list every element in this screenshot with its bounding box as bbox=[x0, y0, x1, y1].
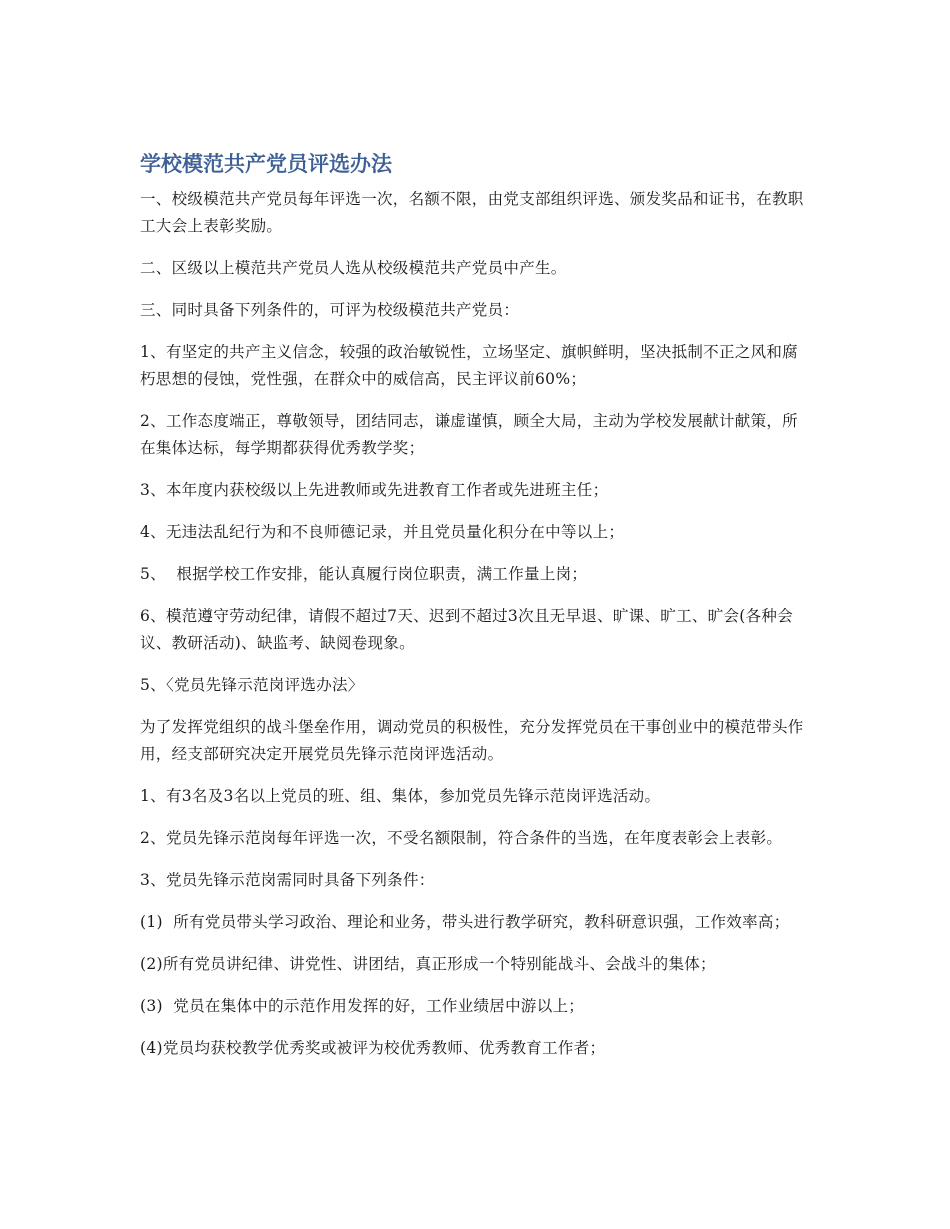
paragraph: 6、模范遵守劳动纪律，请假不超过7天、迟到不超过3次且无早退、旷课、旷工、旷会(各种会议、教研活动)、缺监考、缺阅卷现象。 bbox=[140, 607, 794, 652]
paragraph: 2、党员先锋示范岗每年评选一次，不受名额限制，符合条件的当选，在年度表彰会上表彰。 bbox=[140, 829, 783, 847]
paragraph: 一、校级模范共产党员每年评选一次，名额不限，由党支部组织评选、颁发奖品和证书，在教职工大会上表彰奖励。 bbox=[140, 190, 804, 235]
paragraph: 三、同时具备下列条件的，可评为校级模范共产党员： bbox=[140, 301, 520, 319]
paragraph: (4)党员均获校教学优秀奖或被评为校优秀教师、优秀教育工作者； bbox=[140, 1039, 606, 1057]
paragraph: 4、无违法乱纪行为和不良师德记录，并且党员量化积分在中等以上； bbox=[140, 523, 625, 541]
paragraph: 5、 根据学校工作安排，能认真履行岗位职责，满工作量上岗； bbox=[140, 565, 588, 583]
paragraph: 二、区级以上模范共产党员人选从校级模范共产党员中产生。 bbox=[140, 259, 567, 277]
paragraph: (3) 党员在集体中的示范作用发挥的好，工作业绩居中游以上； bbox=[140, 997, 585, 1015]
document-title: 学校模范共产党员评选办法 bbox=[140, 152, 392, 176]
paragraph: 1、有3名及3名以上党员的班、组、集体，参加党员先锋示范岗评选活动。 bbox=[140, 787, 661, 805]
paragraph: (1) 所有党员带头学习政治、理论和业务，带头进行教学研究，教科研意识强，工作效率高； bbox=[140, 913, 790, 931]
paragraph: (2)所有党员讲纪律、讲党性、讲团结，真正形成一个特别能战斗、会战斗的集体； bbox=[140, 955, 716, 973]
paragraph: 3、本年度内获校级以上先进教师或先进教育工作者或先进班主任； bbox=[140, 481, 609, 499]
paragraph: 2、工作态度端正，尊敬领导，团结同志，谦虚谨慎，顾全大局，主动为学校发展献计献策，所在集体达标，每学期都获得优秀教学奖； bbox=[140, 412, 798, 457]
paragraph: 为了发挥党组织的战斗堡垒作用，调动党员的积极性，充分发挥党员在干事创业中的模范带头作用，经支部研究决定开展党员先锋示范岗评选活动。 bbox=[140, 718, 804, 763]
document-body bbox=[140, 150, 810, 1077]
paragraph: 3、党员先锋示范岗需同时具备下列条件： bbox=[140, 871, 435, 889]
section-heading: 5、〈党员先锋示范岗评选办法〉 bbox=[140, 676, 364, 694]
paragraph: 1、有坚定的共产主义信念，较强的政治敏锐性，立场坚定、旗帜鲜明，坚决抵制不正之风和腐朽思想的侵蚀，党性强，在群众中的威信高，民主评议前60%； bbox=[140, 343, 798, 388]
